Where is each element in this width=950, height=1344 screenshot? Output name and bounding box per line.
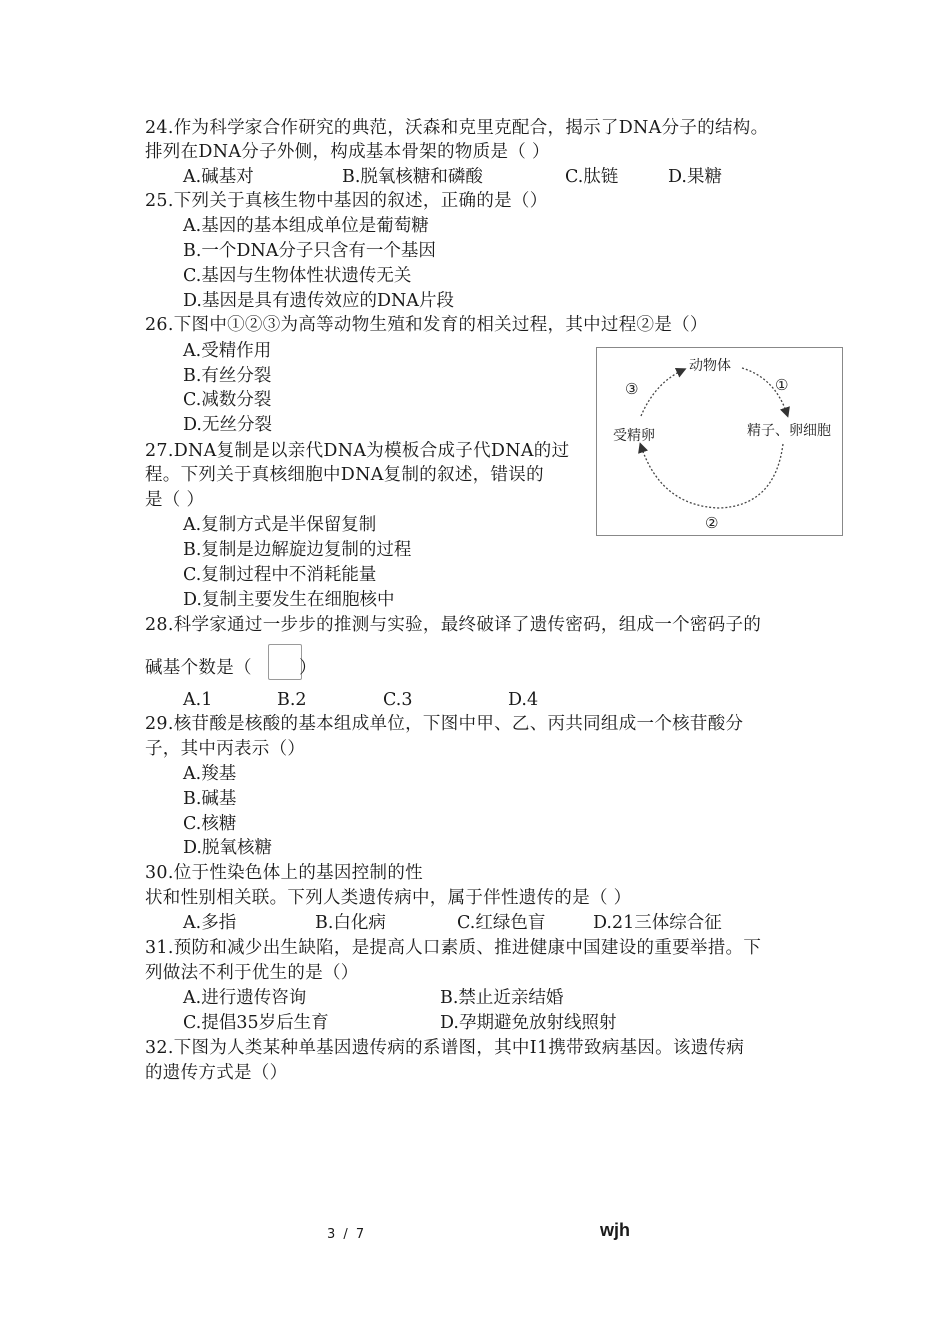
- q29-option-a: A.羧基: [183, 764, 237, 784]
- q24-option-d: D.果糖: [668, 167, 722, 187]
- q30-stem-line1: 30.位于性染色体上的基因控制的性: [145, 863, 423, 883]
- label-process-3: ③: [625, 380, 639, 398]
- q26-option-d: D.无丝分裂: [183, 415, 272, 435]
- q30-stem-line2: 状和性别相关联。下列人类遗传病中，属于伴性遗传的是（ ）: [145, 888, 632, 908]
- q27-option-d: D.复制主要发生在细胞核中: [183, 590, 395, 610]
- q31-option-d: D.孕期避免放射线照射: [440, 1013, 617, 1033]
- q26-option-a: A.受精作用: [183, 341, 272, 361]
- q28-answer-box[interactable]: [268, 644, 302, 680]
- q32-stem-line1: 32.下图为人类某种单基因遗传病的系谱图，其中Ⅰ1携带致病基因。该遗传病: [145, 1038, 745, 1058]
- q26-option-c: C.减数分裂: [183, 390, 272, 410]
- q24-option-c: C.肽链: [565, 167, 619, 187]
- q26-stem: 26.下图中①②③为高等动物生殖和发育的相关过程，其中过程②是（）: [145, 315, 708, 335]
- q26-option-b: B.有丝分裂: [183, 366, 272, 386]
- q24-stem-line2: 排列在DNA分子外侧，构成基本骨架的物质是（ ）: [145, 142, 550, 162]
- q31-option-b: B.禁止近亲结婚: [440, 988, 564, 1008]
- label-animal-body: 动物体: [689, 358, 731, 374]
- q28-option-a: A.1: [183, 690, 213, 710]
- q28-option-b: B.2: [277, 690, 307, 710]
- q24-stem-line1: 24.作为科学家合作研究的典范，沃森和克里克配合，揭示了DNA分子的结构。: [145, 118, 769, 138]
- q29-option-c: C.核糖: [183, 814, 237, 834]
- q25-option-b: B.一个DNA分子只含有一个基因: [183, 241, 436, 261]
- q28-stem-line2-post: ）: [299, 658, 317, 678]
- label-sperm-egg: 精子、卵细胞: [747, 423, 831, 439]
- q24-option-b: B.脱氧核糖和磷酸: [342, 167, 483, 187]
- q29-option-d: D.脱氧核糖: [183, 838, 272, 858]
- author-mark: wjh: [600, 1220, 630, 1240]
- q28-option-c: C.3: [383, 690, 413, 710]
- q27-stem-line2: 程。下列关于真核细胞中DNA复制的叙述，错误的: [145, 465, 544, 485]
- q25-option-a: A.基因的基本组成单位是葡萄糖: [183, 216, 429, 236]
- q30-option-c: C.红绿色盲: [457, 913, 546, 933]
- q32-stem-line2: 的遗传方式是（）: [145, 1063, 288, 1083]
- q25-option-c: C.基因与生物体性状遗传无关: [183, 266, 412, 286]
- label-zygote: 受精卵: [613, 428, 655, 444]
- q31-option-a: A.进行遗传咨询: [183, 988, 307, 1008]
- q30-option-d: D.21三体综合征: [593, 913, 722, 933]
- arrow-process-2: [641, 444, 783, 508]
- label-process-1: ①: [775, 376, 789, 394]
- q29-option-b: B.碱基: [183, 789, 237, 809]
- q28-option-d: D.4: [508, 690, 539, 710]
- arrow-process-3: [641, 370, 683, 416]
- q27-stem-line1: 27.DNA复制是以亲代DNA为模板合成子代DNA的过: [145, 441, 570, 461]
- q29-stem-line1: 29.核苷酸是核酸的基本组成单位，下图中甲、乙、丙共同组成一个核苷酸分: [145, 714, 744, 734]
- q25-option-d: D.基因是具有遗传效应的DNA片段: [183, 291, 454, 311]
- q25-stem: 25.下列关于真核生物中基因的叙述，正确的是（）: [145, 191, 548, 211]
- label-process-2: ②: [705, 514, 719, 532]
- q27-option-a: A.复制方式是半保留复制: [183, 515, 377, 535]
- page-number: 3 / 7: [327, 1227, 367, 1242]
- q31-stem-line1: 31.预防和减少出生缺陷，是提高人口素质、推进健康中国建设的重要举措。下: [145, 938, 762, 958]
- q29-stem-line2: 子，其中丙表示（）: [145, 739, 306, 759]
- q28-stem-line1: 28.科学家通过一步步的推测与实验，最终破译了遗传密码，组成一个密码子的: [145, 615, 762, 635]
- q30-option-a: A.多指: [183, 913, 237, 933]
- q24-option-a: A.碱基对: [183, 167, 254, 187]
- life-cycle-svg: [597, 348, 842, 535]
- q30-option-b: B.白化病: [315, 913, 386, 933]
- q31-stem-line2: 列做法不利于优生的是（）: [145, 963, 359, 983]
- q28-stem-line2-pre: 碱基个数是（: [145, 658, 252, 678]
- q31-option-c: C.提倡35岁后生育: [183, 1013, 329, 1033]
- q27-option-c: C.复制过程中不消耗能量: [183, 565, 377, 585]
- life-cycle-diagram: [596, 347, 843, 536]
- q27-option-b: B.复制是边解旋边复制的过程: [183, 540, 412, 560]
- q27-stem-line3: 是（ ）: [145, 490, 205, 510]
